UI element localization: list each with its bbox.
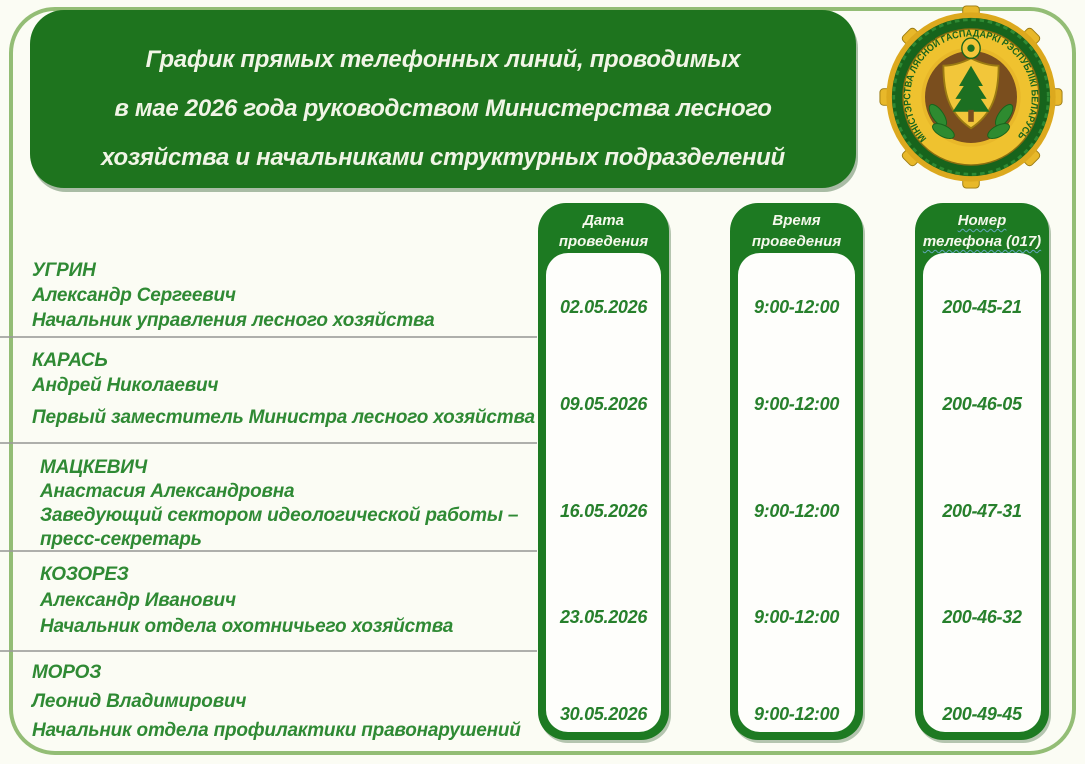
official-position: Заведующий сектором идеологической работы – пресс-секретарь bbox=[40, 505, 519, 550]
phone-value: 200-47-31 bbox=[942, 501, 1022, 521]
official-surname: КОЗОРЕЗ bbox=[40, 564, 129, 585]
date-column-panel bbox=[546, 253, 661, 732]
official-entry bbox=[32, 348, 537, 430]
title-line-2: в мае 2026 года руководством Министерства лесного bbox=[114, 95, 772, 122]
official-entry bbox=[32, 456, 545, 552]
official-name: Александр Сергеевич bbox=[32, 285, 236, 306]
emblem-ring-text: МІНІСТЭРСТВА ЛЯСНОЙ ГАСПАДАРКІ РЭСПУБЛІКІ БЕЛАРУСЬ bbox=[902, 28, 1040, 144]
date-value: 09.05.2026 bbox=[559, 394, 648, 414]
official-position: Начальник отдела профилактики правонарушений bbox=[32, 720, 521, 741]
header-line: Время bbox=[772, 212, 821, 229]
time-column-panel bbox=[738, 253, 855, 732]
date-value: 23.05.2026 bbox=[559, 607, 648, 627]
official-position: Начальник отдела охотничьего хозяйства bbox=[40, 616, 454, 637]
phone-column-header bbox=[915, 210, 1049, 252]
time-value: 9:00-12:00 bbox=[753, 394, 840, 414]
row-divider bbox=[0, 650, 537, 652]
time-column bbox=[730, 203, 863, 740]
phone-value: 200-46-32 bbox=[942, 607, 1022, 627]
time-value: 9:00-12:00 bbox=[753, 297, 840, 317]
official-entry bbox=[32, 562, 545, 640]
official-name: Леонид Владимирович bbox=[32, 691, 247, 712]
time-column-header bbox=[730, 210, 863, 252]
header-line: Дата bbox=[583, 212, 624, 229]
date-value: 30.05.2026 bbox=[559, 704, 648, 724]
date-column bbox=[538, 203, 669, 740]
title-line-3: хозяйства и начальниками структурных подразделений bbox=[101, 144, 785, 171]
phone-value: 200-45-21 bbox=[942, 297, 1022, 317]
header-line: Номер bbox=[957, 212, 1007, 229]
date-value: 02.05.2026 bbox=[559, 297, 648, 317]
time-value: 9:00-12:00 bbox=[753, 501, 840, 521]
official-name: Анастасия Александровна bbox=[40, 481, 295, 502]
official-entry bbox=[32, 658, 537, 745]
official-surname: УГРИН bbox=[32, 260, 96, 281]
phone-column-panel bbox=[923, 253, 1041, 732]
official-surname: МОРОЗ bbox=[32, 662, 102, 683]
official-surname: КАРАСЬ bbox=[32, 350, 108, 371]
ministry-of-forestry-emblem-icon bbox=[877, 5, 1065, 189]
official-surname: МАЦКЕВИЧ bbox=[40, 457, 147, 478]
time-value: 9:00-12:00 bbox=[753, 607, 840, 627]
phone-value: 200-49-45 bbox=[942, 704, 1022, 724]
phone-column bbox=[915, 203, 1049, 740]
header-line: проведения bbox=[558, 233, 649, 250]
row-divider bbox=[0, 336, 537, 338]
date-value: 16.05.2026 bbox=[559, 501, 648, 521]
phone-value: 200-46-05 bbox=[942, 394, 1022, 414]
official-position: Первый заместитель Министра лесного хозяйства bbox=[32, 407, 535, 428]
row-divider bbox=[0, 442, 537, 444]
official-name: Андрей Николаевич bbox=[32, 375, 219, 396]
official-position: Начальник управления лесного хозяйства bbox=[32, 310, 435, 331]
title-line-1: График прямых телефонных линий, проводимых bbox=[145, 46, 741, 73]
header-line: телефона (017) bbox=[922, 233, 1042, 250]
date-column-header bbox=[538, 210, 669, 252]
time-value: 9:00-12:00 bbox=[753, 704, 840, 724]
row-divider bbox=[0, 550, 537, 552]
title-banner bbox=[30, 10, 856, 188]
official-entry bbox=[32, 258, 537, 333]
official-name: Александр Иванович bbox=[40, 590, 236, 611]
header-line: проведения bbox=[751, 233, 842, 250]
